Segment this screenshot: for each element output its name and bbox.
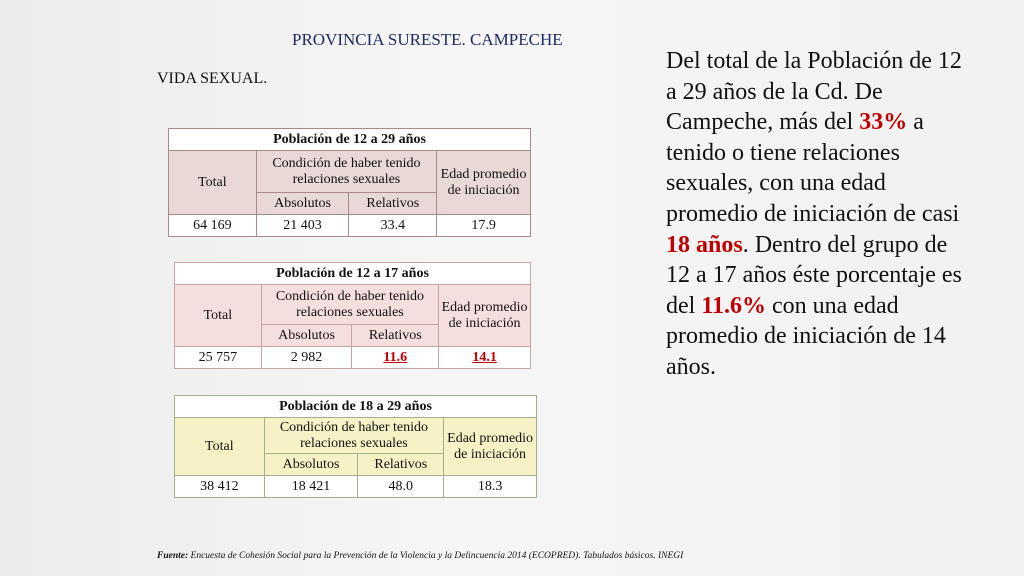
cell-relativos: 33.4 [349, 215, 437, 237]
cell-total: 38 412 [175, 476, 265, 498]
cell-absolutos: 18 421 [264, 476, 358, 498]
footer-label: Fuente: [157, 551, 189, 561]
cell-total: 64 169 [169, 215, 257, 237]
header-total: Total [175, 418, 265, 476]
summary-paragraph [666, 46, 966, 383]
header-absolutos: Absolutos [261, 325, 352, 347]
cell-edad: 17.9 [437, 215, 531, 237]
cell-relativos: 48.0 [358, 476, 444, 498]
footer-text: Encuesta de Cohesión Social para la Prevención de la Violencia y la Delincuencia 2014 (ECOPRED). Tabulados básicos. INEGI [188, 551, 684, 561]
summary-text: a tenido o tiene relaciones sexuales, con una edad promedio de iniciación de casi [666, 109, 960, 227]
summary-text: . Dentro del grupo de 12 a 17 años éste porcentaje es del [666, 231, 962, 319]
table-title: Población de 12 a 17 años [175, 263, 531, 285]
highlight-33-percent: 33% [859, 109, 908, 136]
header-edad: Edad promedio de iniciación [437, 151, 531, 215]
table-title: Población de 12 a 29 años [169, 129, 531, 151]
header-relativos: Relativos [352, 325, 439, 347]
highlight-11-6-percent: 11.6% [701, 292, 767, 319]
cell-total: 25 757 [175, 347, 262, 369]
header-edad: Edad promedio de iniciación [444, 418, 537, 476]
summary-text: Del total de la Población de 12 a 29 años de la Cd. De Campeche, más del [666, 48, 962, 136]
section-label: VIDA SEXUAL. [157, 70, 268, 87]
header-relativos: Relativos [358, 454, 444, 476]
header-condicion: Condición de haber tenido relaciones sexuales [264, 418, 444, 454]
header-total: Total [175, 285, 262, 347]
cell-edad: 18.3 [444, 476, 537, 498]
summary-text: con una edad promedio de iniciación de 14 años. [666, 292, 946, 380]
table-18-29 [174, 395, 537, 498]
cell-absolutos: 2 982 [261, 347, 352, 369]
cell-absolutos: 21 403 [256, 215, 349, 237]
cell-relativos: 11.6 [352, 347, 439, 369]
header-edad: Edad promedio de iniciación [439, 285, 531, 347]
header-relativos: Relativos [349, 193, 437, 215]
header-condicion: Condición de haber tenido relaciones sexuales [261, 285, 439, 325]
header-absolutos: Absolutos [264, 454, 358, 476]
table-title: Población de 18 a 29 años [175, 396, 537, 418]
slide-heading: PROVINCIA SURESTE. CAMPECHE [292, 30, 563, 49]
table-12-29 [168, 128, 531, 237]
cell-edad: 14.1 [439, 347, 531, 369]
source-footer [157, 551, 683, 561]
highlight-18-anos: 18 años [666, 231, 743, 258]
header-condicion: Condición de haber tenido relaciones sexuales [256, 151, 437, 193]
header-total: Total [169, 151, 257, 215]
header-absolutos: Absolutos [256, 193, 349, 215]
table-12-17 [174, 262, 531, 369]
